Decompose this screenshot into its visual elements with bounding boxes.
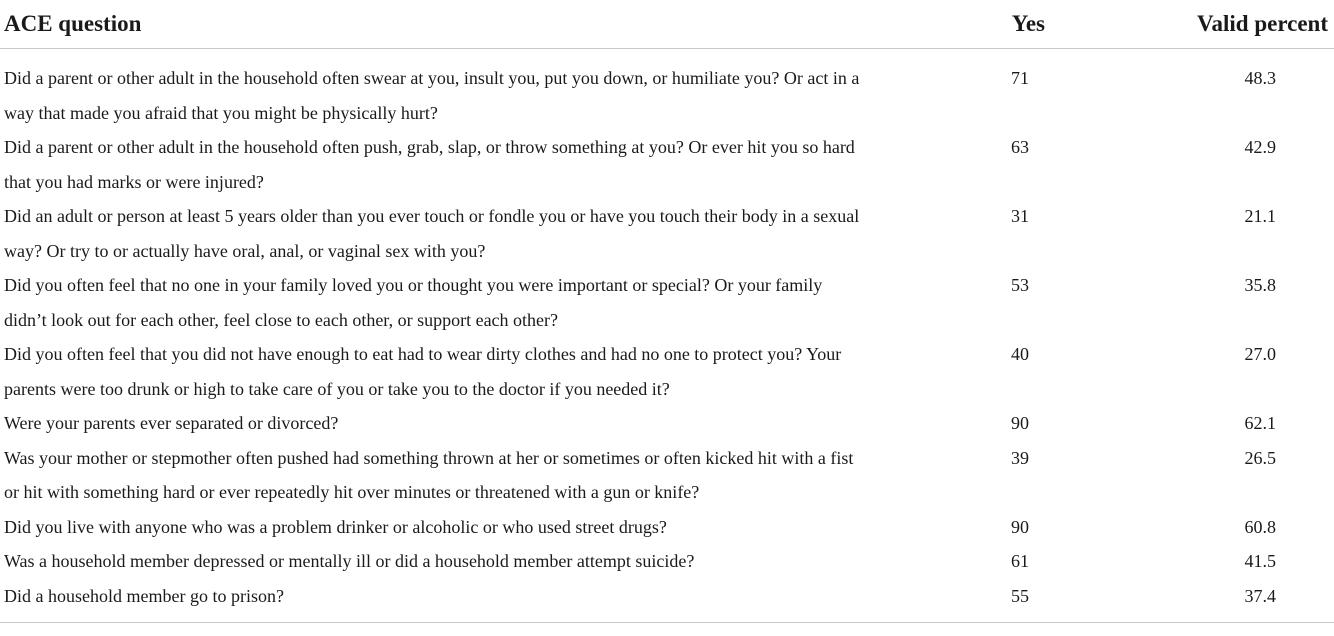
header-row bbox=[0, 0, 1334, 49]
table-row bbox=[0, 49, 1334, 131]
cell-question: Were your parents ever separated or divorced? bbox=[4, 413, 339, 433]
cell-yes: 31 bbox=[1011, 206, 1029, 226]
table-row bbox=[0, 579, 1334, 623]
cell-yes: 55 bbox=[1011, 585, 1029, 606]
cell-yes: 39 bbox=[1011, 447, 1029, 468]
table-header bbox=[0, 0, 1334, 49]
cell-percent: 35.8 bbox=[1244, 275, 1276, 295]
cell-percent: 21.1 bbox=[1244, 206, 1276, 226]
table-row bbox=[0, 337, 1334, 406]
cell-percent: 62.1 bbox=[1244, 413, 1276, 433]
cell-yes: 71 bbox=[1011, 68, 1029, 88]
cell-percent: 37.4 bbox=[1244, 585, 1276, 606]
cell-question: Did a parent or other adult in the household often swear at you, insult you, put you down, or humiliate you? Or act in a way that made you afraid that you might be physically hurt? bbox=[4, 68, 860, 123]
cell-question: Did you live with anyone who was a problem drinker or alcoholic or who used street drugs? bbox=[4, 516, 667, 537]
cell-percent: 26.5 bbox=[1244, 447, 1276, 468]
table-row bbox=[0, 199, 1334, 268]
cell-percent: 42.9 bbox=[1244, 137, 1276, 157]
cell-yes: 40 bbox=[1011, 344, 1029, 364]
table-row bbox=[0, 130, 1334, 199]
table-row bbox=[0, 268, 1334, 337]
cell-yes: 90 bbox=[1011, 413, 1029, 433]
cell-yes: 53 bbox=[1011, 275, 1029, 295]
header-yes: Yes bbox=[875, 0, 1155, 49]
cell-yes: 90 bbox=[1011, 516, 1029, 537]
cell-question: Was a household member depressed or mentally ill or did a household member attempt suicide? bbox=[4, 551, 695, 571]
cell-question: Was your mother or stepmother often pushed had something thrown at her or sometimes or often kicked hit with a fist or hit with something hard or ever repeatedly hit over minutes or threatened with a gun or knife? bbox=[4, 447, 854, 502]
table-row bbox=[0, 406, 1334, 441]
cell-question: Did you often feel that you did not have enough to eat had to wear dirty clothes and had no one to protect you? Your parents were too drunk or high to take care of you or take you to the doctor if you needed it? bbox=[4, 344, 842, 399]
cell-question: Did you often feel that no one in your family loved you or thought you were important or special? Or your family didn’t look out for each other, feel close to each other, or support each other? bbox=[4, 275, 823, 330]
table-row bbox=[0, 544, 1334, 579]
table-row bbox=[0, 441, 1334, 510]
table-body bbox=[0, 49, 1334, 623]
table-row bbox=[0, 510, 1334, 545]
cell-percent: 60.8 bbox=[1244, 516, 1276, 537]
cell-question: Did a household member go to prison? bbox=[4, 585, 284, 606]
cell-percent: 48.3 bbox=[1244, 68, 1276, 88]
cell-percent: 27.0 bbox=[1244, 344, 1276, 364]
cell-yes: 63 bbox=[1011, 137, 1029, 157]
cell-question: Did a parent or other adult in the household often push, grab, slap, or throw something at you? Or ever hit you so hard that you had marks or were injured? bbox=[4, 137, 855, 192]
header-ace-question: ACE question bbox=[0, 0, 875, 49]
cell-percent: 41.5 bbox=[1244, 551, 1276, 571]
cell-question: Did an adult or person at least 5 years older than you ever touch or fondle you or have you touch their body in a sexual way? Or try to or actually have oral, anal, or vaginal sex with you? bbox=[4, 206, 860, 261]
header-valid-percent: Valid percent bbox=[1155, 0, 1334, 49]
cell-yes: 61 bbox=[1011, 551, 1029, 571]
